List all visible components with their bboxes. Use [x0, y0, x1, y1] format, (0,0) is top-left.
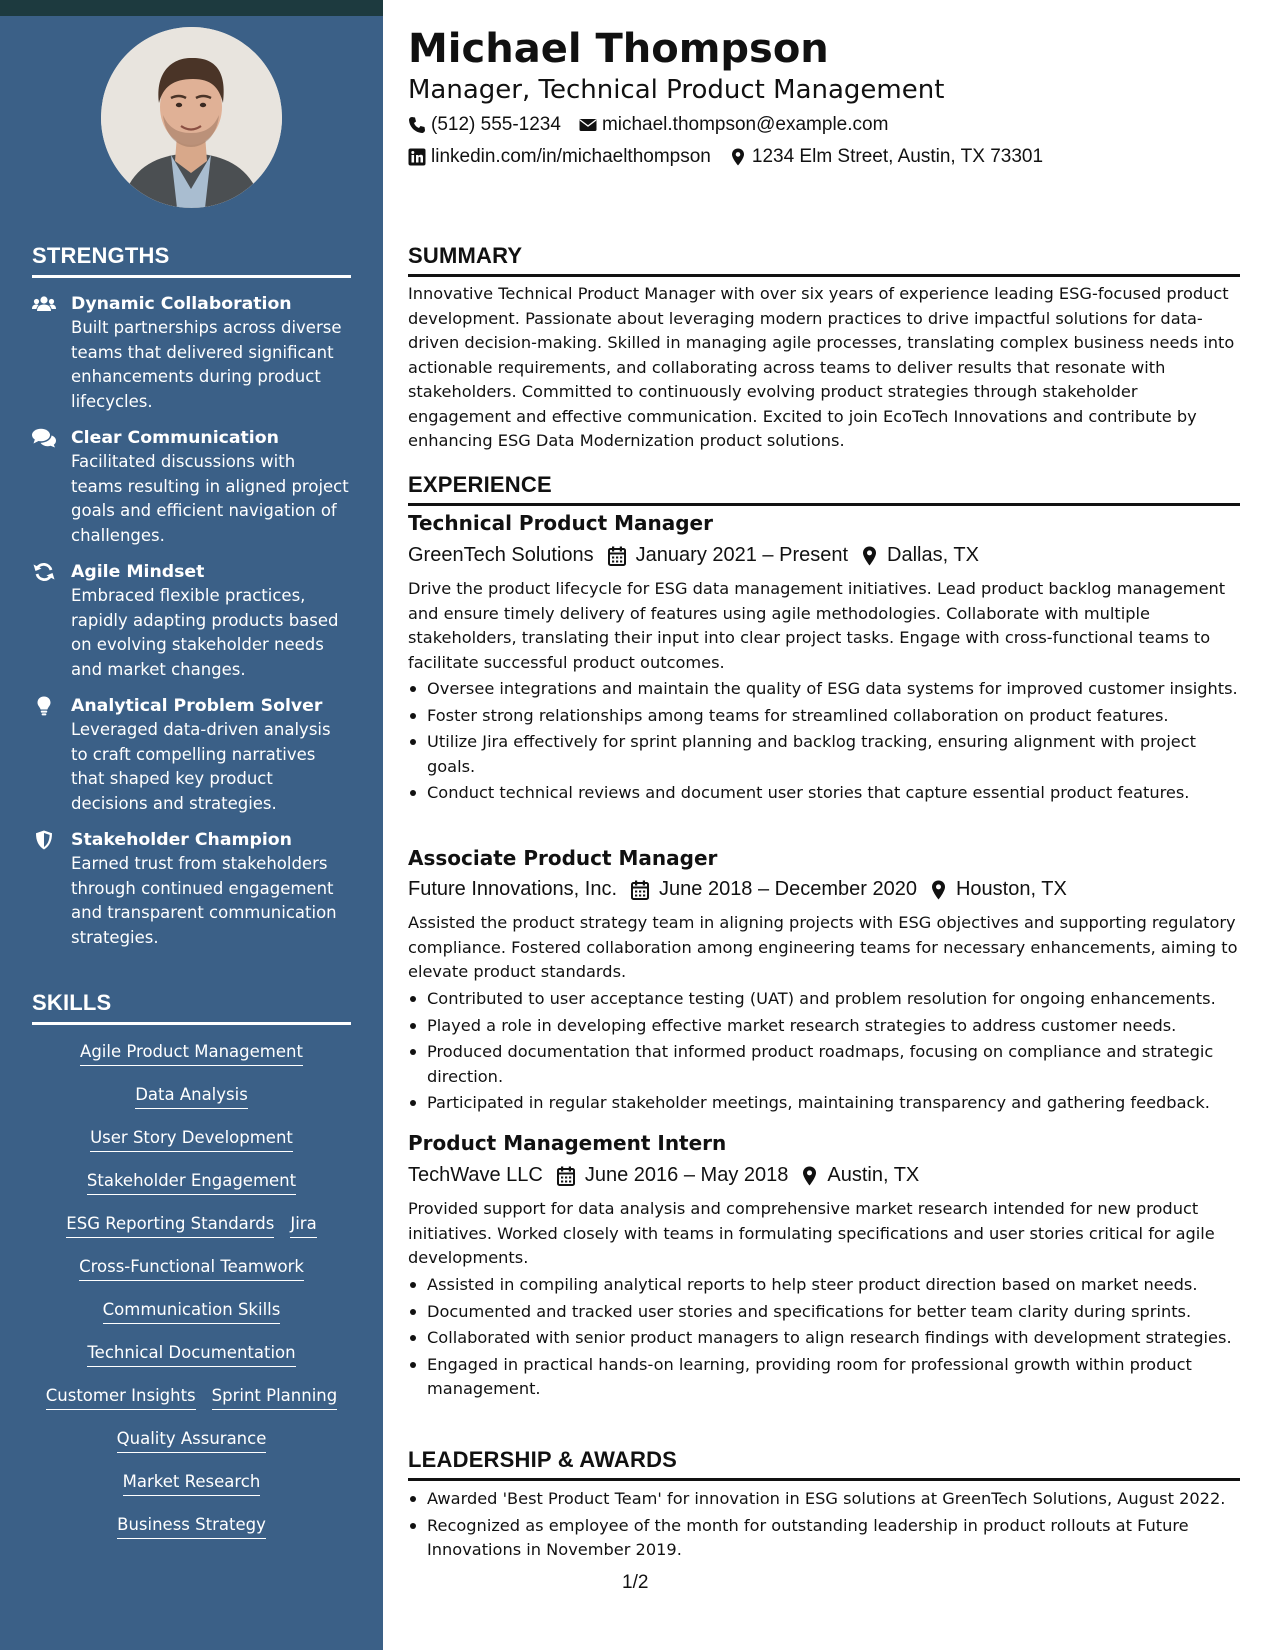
- company-name: Future Innovations, Inc.: [408, 878, 618, 900]
- bullet-item: Contributed to user acceptance testing (UAT) and problem resolution for ongoing enhancements.: [408, 987, 1240, 1012]
- job-description: Provided support for data analysis and comprehensive market research intended for new product initiatives. Worked closely with teams in formulating specifications and user stories critical for agile developments.: [408, 1199, 1215, 1267]
- map-pin-icon: [802, 1166, 817, 1186]
- email-contact[interactable]: [579, 114, 888, 136]
- skill-tag: Jira: [290, 1213, 316, 1238]
- skill-tag: Cross-Functional Teamwork: [79, 1256, 304, 1281]
- company-name: TechWave LLC: [408, 1164, 543, 1186]
- job-dates: January 2021 – Present: [635, 544, 849, 566]
- job-location: Houston, TX: [955, 878, 1067, 900]
- phone-number: (512) 555-1234: [431, 114, 561, 135]
- bullet-item: Played a role in developing effective market research strategies to address customer needs.: [408, 1014, 1240, 1039]
- sidebar: [0, 0, 383, 1650]
- bullet-item: Foster strong relationships among teams for streamlined collaboration on product features.: [408, 704, 1240, 729]
- skill-tag: Sprint Planning: [212, 1385, 338, 1410]
- strength-description: Earned trust from stakeholders through continued engagement and transparent communication strategies.: [71, 854, 337, 947]
- envelope-icon: [579, 116, 597, 134]
- bullet-item: Utilize Jira effectively for sprint planning and backlog tracking, ensuring alignment with project goals.: [408, 730, 1240, 779]
- strength-item: [32, 292, 351, 414]
- job-location: Austin, TX: [827, 1164, 920, 1186]
- job-title: Technical Product Manager: [408, 511, 713, 535]
- users-icon: [32, 294, 56, 314]
- linkedin-contact[interactable]: [408, 146, 711, 168]
- skills-section: [32, 990, 351, 1539]
- bullet-item: Conduct technical reviews and document user stories that capture essential product features.: [408, 781, 1240, 806]
- bullet-item: Engaged in practical hands-on learning, providing room for professional growth within product management.: [408, 1353, 1240, 1402]
- strength-title: Clear Communication: [71, 428, 279, 448]
- job-dates: June 2018 – December 2020: [659, 878, 917, 900]
- strengths-section: [32, 243, 351, 950]
- bullet-item: Produced documentation that informed product roadmaps, focusing on compliance and strategic direction.: [408, 1040, 1240, 1089]
- strength-item: [32, 828, 351, 950]
- summary-heading: SUMMARY: [408, 243, 1240, 277]
- contact-line-1: [408, 114, 906, 136]
- bullet-item: Awarded 'Best Product Team' for innovation in ESG solutions at GreenTech Solutions, August 2022.: [408, 1487, 1240, 1512]
- job-bullets: [408, 1273, 1240, 1404]
- avatar: [101, 27, 282, 208]
- calendar-icon: [631, 880, 649, 900]
- linkedin-icon: [408, 148, 426, 166]
- skill-tag: Communication Skills: [103, 1299, 281, 1324]
- job-meta: [408, 544, 979, 567]
- skill-tag: Data Analysis: [135, 1084, 248, 1109]
- sidebar-top-bar: [0, 0, 383, 16]
- experience-heading: EXPERIENCE: [408, 472, 1240, 506]
- strength-title: Analytical Problem Solver: [71, 696, 323, 716]
- skills-heading: SKILLS: [32, 990, 351, 1025]
- map-pin-icon: [729, 148, 747, 166]
- summary-text: Innovative Technical Product Manager with over six years of experience leading ESG-focused product development. Passionate about leveraging modern practices to drive impactful solutions for data-driven decision-making. Skilled in managing agile processes, translating complex business needs into actionable requirements, and collaborating across teams to deliver results that resonate with stakeholders. Committed to continuously evolving product strategies through stakeholder engagement and effective communication. Excited to join EcoTech Innovations and contribute by enhancing ESG Data Modernization product solutions.: [408, 284, 1235, 450]
- bullet-item: Participated in regular stakeholder meetings, maintaining transparency and gathering feedback.: [408, 1091, 1240, 1116]
- strength-description: Facilitated discussions with teams resulting in aligned project goals and efficient navigation of challenges.: [71, 452, 349, 545]
- skill-tag: Stakeholder Engagement: [87, 1170, 296, 1195]
- sync-icon: [32, 562, 56, 582]
- street-address: 1234 Elm Street, Austin, TX 73301: [751, 146, 1044, 167]
- job-meta: [408, 878, 1067, 901]
- bullet-item: Recognized as employee of the month for outstanding leadership in product rollouts at Future Innovations in November 2019.: [408, 1514, 1240, 1563]
- phone-icon: [408, 116, 426, 134]
- job-location: Dallas, TX: [887, 544, 979, 566]
- shield-icon: [32, 830, 56, 850]
- calendar-icon: [557, 1166, 575, 1186]
- strength-title: Dynamic Collaboration: [71, 294, 292, 314]
- bullet-item: Collaborated with senior product managers to align research findings with development strategies.: [408, 1326, 1240, 1351]
- map-pin-icon: [862, 546, 877, 566]
- contact-line-2: [408, 146, 1061, 168]
- job-bullets: [408, 677, 1240, 808]
- job-title: Associate Product Manager: [408, 846, 718, 870]
- map-pin-icon: [931, 880, 946, 900]
- strength-title: Agile Mindset: [71, 562, 205, 582]
- skills-list: [32, 1041, 351, 1539]
- strength-item: [32, 560, 351, 682]
- skill-tag: Market Research: [123, 1471, 261, 1496]
- job-title: Product Management Intern: [408, 1131, 727, 1155]
- address-contact: [729, 146, 1043, 168]
- leadership-heading: LEADERSHIP & AWARDS: [408, 1447, 1240, 1481]
- skill-tag: ESG Reporting Standards: [66, 1213, 274, 1238]
- job-dates: June 2016 – May 2018: [584, 1164, 789, 1186]
- leadership-bullets: [408, 1487, 1240, 1565]
- candidate-name: Michael Thompson: [408, 26, 829, 72]
- skill-tag: Agile Product Management: [80, 1041, 303, 1066]
- avatar-portrait: [101, 27, 282, 208]
- bullet-item: Assisted in compiling analytical reports to help steer product direction based on market needs.: [408, 1273, 1240, 1298]
- job-bullets: [408, 987, 1240, 1118]
- lightbulb-icon: [32, 696, 56, 716]
- job-description: Drive the product lifecycle for ESG data management initiatives. Lead product backlog management and ensure timely delivery of features using agile methodologies. Collaborate with multiple stakeholders, translating their input into clear project tasks. Engage with cross-functional teams to facilitate successful product outcomes.: [408, 579, 1226, 672]
- strength-description: Leveraged data-driven analysis to craft compelling narratives that shaped key product decisions and strategies.: [71, 720, 331, 813]
- strength-description: Built partnerships across diverse teams that delivered significant enhancements during product lifecycles.: [71, 318, 342, 411]
- skill-tag: Quality Assurance: [117, 1428, 267, 1453]
- strength-description: Embraced flexible practices, rapidly adapting products based on evolving stakeholder needs and market changes.: [71, 586, 339, 679]
- page-number: 1/2: [622, 1572, 649, 1593]
- strengths-heading: STRENGTHS: [32, 243, 351, 278]
- company-name: GreenTech Solutions: [408, 544, 594, 566]
- job-meta: [408, 1164, 919, 1187]
- comments-icon: [32, 428, 56, 448]
- bullet-item: Oversee integrations and maintain the quality of ESG data systems for improved customer insights.: [408, 677, 1240, 702]
- skill-tag: Customer Insights: [46, 1385, 196, 1410]
- skill-tag: Business Strategy: [117, 1514, 266, 1539]
- job-headline: Manager, Technical Product Management: [408, 75, 945, 105]
- bullet-item: Documented and tracked user stories and specifications for better team clarity during sprints.: [408, 1300, 1240, 1325]
- job-description: Assisted the product strategy team in aligning projects with ESG objectives and supporting regulatory compliance. Fostered collaboration among engineering teams for necessary enhancements, aiming to elevate product standards.: [408, 913, 1238, 981]
- linkedin-url: linkedin.com/in/michaelthompson: [431, 146, 711, 167]
- skill-tag: User Story Development: [90, 1127, 293, 1152]
- phone-contact[interactable]: [408, 114, 561, 136]
- strength-item: [32, 426, 351, 548]
- strength-item: [32, 694, 351, 816]
- strength-title: Stakeholder Champion: [71, 830, 292, 850]
- email-address: michael.thompson@example.com: [601, 114, 889, 135]
- calendar-icon: [608, 546, 626, 566]
- skill-tag: Technical Documentation: [87, 1342, 295, 1367]
